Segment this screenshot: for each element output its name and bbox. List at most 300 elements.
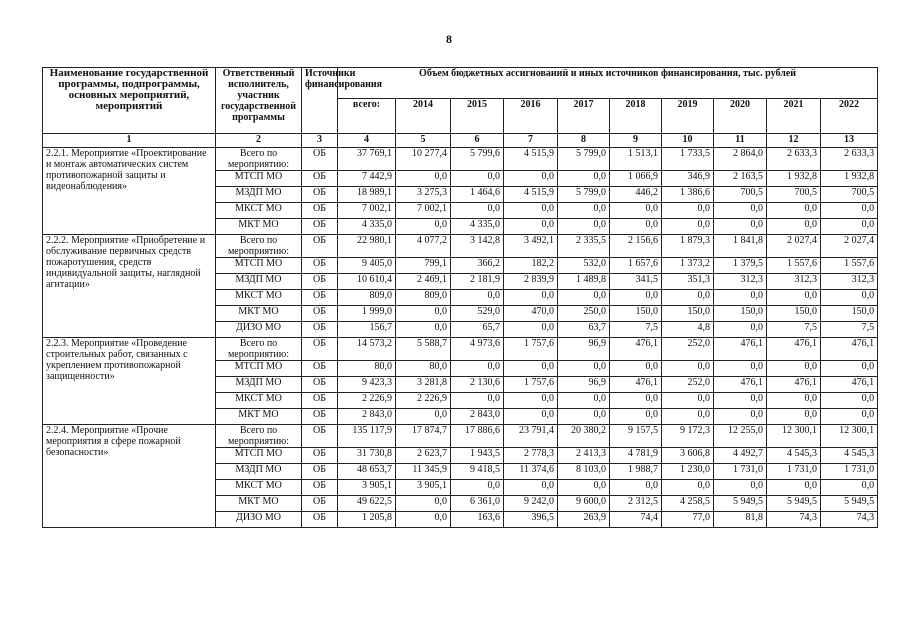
year-value-cell: 1 733,5: [662, 148, 714, 171]
year-value-cell: 2 843,0: [451, 409, 504, 425]
year-value-cell: 2 623,7: [396, 448, 451, 464]
year-value-cell: 2 633,3: [821, 148, 878, 171]
year-value-cell: 0,0: [504, 361, 558, 377]
year-value-cell: 2 312,5: [610, 496, 662, 512]
header-total: всего:: [338, 99, 396, 134]
year-value-cell: 2 839,9: [504, 274, 558, 290]
executor-cell: МКТ МО: [216, 409, 302, 425]
year-value-cell: 4 781,9: [610, 448, 662, 464]
total-value-cell: 7 442,9: [338, 171, 396, 187]
year-value-cell: 1 757,6: [504, 377, 558, 393]
column-number: 2: [216, 134, 302, 148]
year-value-cell: 1 557,6: [767, 258, 821, 274]
year-value-cell: 4 973,6: [451, 338, 504, 361]
year-value-cell: 0,0: [558, 290, 610, 306]
year-value-cell: 0,0: [558, 219, 610, 235]
year-value-cell: 0,0: [504, 203, 558, 219]
total-value-cell: 809,0: [338, 290, 396, 306]
year-value-cell: 0,0: [714, 480, 767, 496]
year-value-cell: 0,0: [396, 219, 451, 235]
year-value-cell: 700,5: [767, 187, 821, 203]
year-value-cell: 2 027,4: [767, 235, 821, 258]
executor-cell: МЗДП МО: [216, 377, 302, 393]
year-value-cell: 0,0: [662, 393, 714, 409]
year-value-cell: 3 275,3: [396, 187, 451, 203]
year-value-cell: 0,0: [451, 290, 504, 306]
year-value-cell: 0,0: [558, 361, 610, 377]
year-value-cell: 0,0: [821, 219, 878, 235]
total-value-cell: 80,0: [338, 361, 396, 377]
year-value-cell: 341,5: [610, 274, 662, 290]
year-value-cell: 0,0: [821, 393, 878, 409]
year-value-cell: 0,0: [558, 203, 610, 219]
year-value-cell: 4 515,9: [504, 187, 558, 203]
year-value-cell: 6 361,0: [451, 496, 504, 512]
year-value-cell: 9 600,0: [558, 496, 610, 512]
year-value-cell: 0,0: [504, 171, 558, 187]
year-value-cell: 346,9: [662, 171, 714, 187]
year-value-cell: 2 864,0: [714, 148, 767, 171]
total-value-cell: 14 573,2: [338, 338, 396, 361]
year-value-cell: 74,4: [610, 512, 662, 528]
year-value-cell: 150,0: [767, 306, 821, 322]
header-year: 2017: [558, 99, 610, 134]
year-value-cell: 9 418,5: [451, 464, 504, 480]
source-cell: ОБ: [302, 235, 338, 258]
year-value-cell: 77,0: [662, 512, 714, 528]
column-number: 7: [504, 134, 558, 148]
year-value-cell: 0,0: [714, 361, 767, 377]
column-number: 6: [451, 134, 504, 148]
year-value-cell: 2 130,6: [451, 377, 504, 393]
year-value-cell: 1 379,5: [714, 258, 767, 274]
year-value-cell: 0,0: [558, 409, 610, 425]
year-value-cell: 0,0: [821, 409, 878, 425]
header-year: 2019: [662, 99, 714, 134]
year-value-cell: 446,2: [610, 187, 662, 203]
year-value-cell: 312,3: [767, 274, 821, 290]
year-value-cell: 0,0: [396, 306, 451, 322]
year-value-cell: 65,7: [451, 322, 504, 338]
year-value-cell: 17 886,6: [451, 425, 504, 448]
activity-name: 2.2.3. Мероприятие «Проведение строительных работ, связанных с укреплением противопожарной защищенности»: [43, 338, 216, 425]
activity-name: 2.2.4. Мероприятие «Прочие мероприятия в сфере пожарной безопасности»: [43, 425, 216, 528]
source-cell: ОБ: [302, 361, 338, 377]
year-value-cell: 9 157,5: [610, 425, 662, 448]
year-value-cell: 700,5: [821, 187, 878, 203]
year-value-cell: 0,0: [396, 409, 451, 425]
year-value-cell: 63,7: [558, 322, 610, 338]
header-year: 2016: [504, 99, 558, 134]
year-value-cell: 5 588,7: [396, 338, 451, 361]
year-value-cell: 3 905,1: [396, 480, 451, 496]
year-value-cell: 2 226,9: [396, 393, 451, 409]
year-value-cell: 163,6: [451, 512, 504, 528]
year-value-cell: 23 791,4: [504, 425, 558, 448]
executor-cell: Всего по мероприятию:: [216, 338, 302, 361]
year-value-cell: 0,0: [610, 290, 662, 306]
header-name: Наименование государственной программы, подпрограммы, основных мероприятий, мероприятий: [43, 68, 216, 134]
year-value-cell: 7,5: [821, 322, 878, 338]
year-value-cell: 529,0: [451, 306, 504, 322]
year-value-cell: 0,0: [610, 409, 662, 425]
source-cell: ОБ: [302, 148, 338, 171]
total-value-cell: 135 117,9: [338, 425, 396, 448]
total-value-cell: 31 730,8: [338, 448, 396, 464]
year-value-cell: 1 943,5: [451, 448, 504, 464]
table-row: [43, 235, 878, 258]
year-value-cell: 312,3: [714, 274, 767, 290]
executor-cell: Всего по мероприятию:: [216, 425, 302, 448]
year-value-cell: 0,0: [451, 361, 504, 377]
executor-cell: МТСП МО: [216, 171, 302, 187]
total-value-cell: 22 980,1: [338, 235, 396, 258]
table-row: [43, 425, 878, 448]
source-cell: ОБ: [302, 496, 338, 512]
year-value-cell: 5 949,5: [714, 496, 767, 512]
executor-cell: МЗДП МО: [216, 464, 302, 480]
year-value-cell: 470,0: [504, 306, 558, 322]
year-value-cell: 12 300,1: [767, 425, 821, 448]
year-value-cell: 476,1: [767, 377, 821, 393]
year-value-cell: 5 799,6: [451, 148, 504, 171]
year-value-cell: 0,0: [504, 322, 558, 338]
header-volume: Объем бюджетных ассигнований и иных источников финансирования, тыс. рублей: [338, 68, 878, 99]
year-value-cell: 4,8: [662, 322, 714, 338]
year-value-cell: 351,3: [662, 274, 714, 290]
year-value-cell: 1 657,6: [610, 258, 662, 274]
total-value-cell: 2 843,0: [338, 409, 396, 425]
year-value-cell: 0,0: [714, 409, 767, 425]
header-year: 2022: [821, 99, 878, 134]
year-value-cell: 11 374,6: [504, 464, 558, 480]
year-value-cell: 250,0: [558, 306, 610, 322]
year-value-cell: 3 492,1: [504, 235, 558, 258]
source-cell: ОБ: [302, 512, 338, 528]
year-value-cell: 0,0: [662, 290, 714, 306]
total-value-cell: 9 423,3: [338, 377, 396, 393]
year-value-cell: 182,2: [504, 258, 558, 274]
table-row: [43, 148, 878, 171]
year-value-cell: 2 413,3: [558, 448, 610, 464]
header-year: 2020: [714, 99, 767, 134]
year-value-cell: 1 988,7: [610, 464, 662, 480]
year-value-cell: 96,9: [558, 377, 610, 393]
year-value-cell: 7,5: [610, 322, 662, 338]
source-cell: ОБ: [302, 306, 338, 322]
source-cell: ОБ: [302, 464, 338, 480]
column-number: 13: [821, 134, 878, 148]
year-value-cell: 0,0: [662, 409, 714, 425]
total-value-cell: 2 226,9: [338, 393, 396, 409]
year-value-cell: 476,1: [610, 338, 662, 361]
year-value-cell: 0,0: [767, 219, 821, 235]
year-value-cell: 2 778,3: [504, 448, 558, 464]
year-value-cell: 150,0: [662, 306, 714, 322]
total-value-cell: 18 989,1: [338, 187, 396, 203]
year-value-cell: 532,0: [558, 258, 610, 274]
source-cell: ОБ: [302, 187, 338, 203]
executor-cell: МКСТ МО: [216, 290, 302, 306]
year-value-cell: 1 489,8: [558, 274, 610, 290]
header-source: Источники финансирования: [302, 68, 338, 134]
year-value-cell: 12 300,1: [821, 425, 878, 448]
year-value-cell: 0,0: [396, 496, 451, 512]
year-value-cell: 4 545,3: [767, 448, 821, 464]
column-number: 5: [396, 134, 451, 148]
year-value-cell: 0,0: [504, 219, 558, 235]
year-value-cell: 74,3: [767, 512, 821, 528]
year-value-cell: 0,0: [610, 203, 662, 219]
total-value-cell: 1 205,8: [338, 512, 396, 528]
year-value-cell: 476,1: [821, 377, 878, 393]
year-value-cell: 10 277,4: [396, 148, 451, 171]
year-value-cell: 0,0: [662, 480, 714, 496]
year-value-cell: 3 142,8: [451, 235, 504, 258]
source-cell: ОБ: [302, 409, 338, 425]
activity-name: 2.2.1. Мероприятие «Проектирование и монтаж автоматических систем противопожарной защиты и видеонаблюдения»: [43, 148, 216, 235]
year-value-cell: 7 002,1: [396, 203, 451, 219]
executor-cell: МКСТ МО: [216, 393, 302, 409]
header-year: 2018: [610, 99, 662, 134]
year-value-cell: 700,5: [714, 187, 767, 203]
year-value-cell: 1 731,0: [821, 464, 878, 480]
year-value-cell: 0,0: [451, 480, 504, 496]
year-value-cell: 0,0: [504, 409, 558, 425]
year-value-cell: 11 345,9: [396, 464, 451, 480]
page-number: 8: [446, 32, 452, 46]
year-value-cell: 150,0: [714, 306, 767, 322]
year-value-cell: 0,0: [767, 409, 821, 425]
year-value-cell: 0,0: [396, 512, 451, 528]
executor-cell: ДИЗО МО: [216, 512, 302, 528]
year-value-cell: 1 557,6: [821, 258, 878, 274]
year-value-cell: 0,0: [767, 290, 821, 306]
year-value-cell: 2 027,4: [821, 235, 878, 258]
source-cell: ОБ: [302, 393, 338, 409]
year-value-cell: 0,0: [714, 203, 767, 219]
column-number: 10: [662, 134, 714, 148]
year-value-cell: 2 335,5: [558, 235, 610, 258]
year-value-cell: 263,9: [558, 512, 610, 528]
activity-name: 2.2.2. Мероприятие «Приобретение и обслуживание первичных средств пожаротушения, средств индивидуальной защиты, наглядной агитации»: [43, 235, 216, 338]
executor-cell: МКТ МО: [216, 219, 302, 235]
year-value-cell: 4 515,9: [504, 148, 558, 171]
year-value-cell: 1 464,6: [451, 187, 504, 203]
year-value-cell: 0,0: [821, 480, 878, 496]
year-value-cell: 20 380,2: [558, 425, 610, 448]
year-value-cell: 1 731,0: [714, 464, 767, 480]
column-number: 4: [338, 134, 396, 148]
year-value-cell: 3 606,8: [662, 448, 714, 464]
total-value-cell: 48 653,7: [338, 464, 396, 480]
year-value-cell: 1 066,9: [610, 171, 662, 187]
year-value-cell: 2 633,3: [767, 148, 821, 171]
year-value-cell: 0,0: [504, 480, 558, 496]
executor-cell: МЗДП МО: [216, 274, 302, 290]
year-value-cell: 80,0: [396, 361, 451, 377]
year-value-cell: 396,5: [504, 512, 558, 528]
year-value-cell: 1 731,0: [767, 464, 821, 480]
year-value-cell: 0,0: [767, 393, 821, 409]
year-value-cell: 96,9: [558, 338, 610, 361]
executor-cell: МТСП МО: [216, 258, 302, 274]
year-value-cell: 150,0: [821, 306, 878, 322]
year-value-cell: 0,0: [610, 393, 662, 409]
source-cell: ОБ: [302, 322, 338, 338]
year-value-cell: 4 258,5: [662, 496, 714, 512]
total-value-cell: 7 002,1: [338, 203, 396, 219]
year-value-cell: 252,0: [662, 377, 714, 393]
year-value-cell: 0,0: [714, 290, 767, 306]
executor-cell: МЗДП МО: [216, 187, 302, 203]
total-value-cell: 156,7: [338, 322, 396, 338]
source-cell: ОБ: [302, 274, 338, 290]
column-number: 12: [767, 134, 821, 148]
year-value-cell: 2 163,5: [714, 171, 767, 187]
year-value-cell: 1 879,3: [662, 235, 714, 258]
column-number: 3: [302, 134, 338, 148]
year-value-cell: 252,0: [662, 338, 714, 361]
year-value-cell: 0,0: [767, 480, 821, 496]
header-executor: Ответственный исполнитель, участник государственной программы: [216, 68, 302, 134]
source-cell: ОБ: [302, 480, 338, 496]
budget-table: [42, 67, 878, 528]
year-value-cell: 312,3: [821, 274, 878, 290]
year-value-cell: 2 469,1: [396, 274, 451, 290]
year-value-cell: 9 242,0: [504, 496, 558, 512]
year-value-cell: 0,0: [610, 480, 662, 496]
year-value-cell: 1 932,8: [767, 171, 821, 187]
total-value-cell: 1 999,0: [338, 306, 396, 322]
total-value-cell: 9 405,0: [338, 258, 396, 274]
executor-cell: МКТ МО: [216, 496, 302, 512]
column-number: 11: [714, 134, 767, 148]
executor-cell: МТСП МО: [216, 448, 302, 464]
total-value-cell: 37 769,1: [338, 148, 396, 171]
source-cell: ОБ: [302, 258, 338, 274]
executor-cell: МТСП МО: [216, 361, 302, 377]
header-year: 2015: [451, 99, 504, 134]
year-value-cell: 1 932,8: [821, 171, 878, 187]
year-value-cell: 476,1: [610, 377, 662, 393]
source-cell: ОБ: [302, 203, 338, 219]
year-value-cell: 0,0: [714, 393, 767, 409]
year-value-cell: 12 255,0: [714, 425, 767, 448]
year-value-cell: 1 757,6: [504, 338, 558, 361]
year-value-cell: 7,5: [767, 322, 821, 338]
source-cell: ОБ: [302, 377, 338, 393]
year-value-cell: 0,0: [504, 393, 558, 409]
total-value-cell: 3 905,1: [338, 480, 396, 496]
year-value-cell: 2 181,9: [451, 274, 504, 290]
year-value-cell: 0,0: [662, 219, 714, 235]
year-value-cell: 4 492,7: [714, 448, 767, 464]
year-value-cell: 799,1: [396, 258, 451, 274]
year-value-cell: 0,0: [767, 361, 821, 377]
year-value-cell: 4 335,0: [451, 219, 504, 235]
column-number: 9: [610, 134, 662, 148]
year-value-cell: 0,0: [451, 171, 504, 187]
source-cell: ОБ: [302, 338, 338, 361]
year-value-cell: 0,0: [610, 361, 662, 377]
year-value-cell: 0,0: [714, 322, 767, 338]
year-value-cell: 0,0: [451, 393, 504, 409]
source-cell: ОБ: [302, 425, 338, 448]
year-value-cell: 5 799,0: [558, 148, 610, 171]
year-value-cell: 0,0: [558, 393, 610, 409]
year-value-cell: 476,1: [714, 377, 767, 393]
source-cell: ОБ: [302, 448, 338, 464]
year-value-cell: 150,0: [610, 306, 662, 322]
column-number: 8: [558, 134, 610, 148]
year-value-cell: 1 513,1: [610, 148, 662, 171]
table-row: [43, 338, 878, 361]
year-value-cell: 0,0: [558, 480, 610, 496]
executor-cell: ДИЗО МО: [216, 322, 302, 338]
year-value-cell: 5 949,5: [767, 496, 821, 512]
year-value-cell: 2 156,6: [610, 235, 662, 258]
year-value-cell: 81,8: [714, 512, 767, 528]
source-cell: ОБ: [302, 219, 338, 235]
year-value-cell: 74,3: [821, 512, 878, 528]
year-value-cell: 0,0: [610, 219, 662, 235]
column-number: 1: [43, 134, 216, 148]
year-value-cell: 366,2: [451, 258, 504, 274]
year-value-cell: 0,0: [662, 361, 714, 377]
source-cell: ОБ: [302, 171, 338, 187]
year-value-cell: 4 545,3: [821, 448, 878, 464]
year-value-cell: 0,0: [714, 219, 767, 235]
year-value-cell: 0,0: [451, 203, 504, 219]
executor-cell: МКСТ МО: [216, 480, 302, 496]
header-year: 2014: [396, 99, 451, 134]
year-value-cell: 0,0: [396, 171, 451, 187]
total-value-cell: 10 610,4: [338, 274, 396, 290]
year-value-cell: 8 103,0: [558, 464, 610, 480]
total-value-cell: 49 622,5: [338, 496, 396, 512]
year-value-cell: 0,0: [396, 322, 451, 338]
executor-cell: Всего по мероприятию:: [216, 235, 302, 258]
year-value-cell: 3 281,8: [396, 377, 451, 393]
year-value-cell: 0,0: [767, 203, 821, 219]
year-value-cell: 476,1: [767, 338, 821, 361]
year-value-cell: 1 841,8: [714, 235, 767, 258]
year-value-cell: 0,0: [821, 361, 878, 377]
year-value-cell: 1 230,0: [662, 464, 714, 480]
header-year: 2021: [767, 99, 821, 134]
total-value-cell: 4 335,0: [338, 219, 396, 235]
year-value-cell: 0,0: [821, 290, 878, 306]
year-value-cell: 0,0: [558, 171, 610, 187]
executor-cell: МКТ МО: [216, 306, 302, 322]
year-value-cell: 476,1: [821, 338, 878, 361]
year-value-cell: 4 077,2: [396, 235, 451, 258]
year-value-cell: 0,0: [504, 290, 558, 306]
executor-cell: Всего по мероприятию:: [216, 148, 302, 171]
year-value-cell: 1 373,2: [662, 258, 714, 274]
year-value-cell: 5 799,0: [558, 187, 610, 203]
year-value-cell: 0,0: [821, 203, 878, 219]
year-value-cell: 17 874,7: [396, 425, 451, 448]
year-value-cell: 5 949,5: [821, 496, 878, 512]
year-value-cell: 1 386,6: [662, 187, 714, 203]
year-value-cell: 809,0: [396, 290, 451, 306]
year-value-cell: 476,1: [714, 338, 767, 361]
year-value-cell: 0,0: [662, 203, 714, 219]
source-cell: ОБ: [302, 290, 338, 306]
year-value-cell: 9 172,3: [662, 425, 714, 448]
